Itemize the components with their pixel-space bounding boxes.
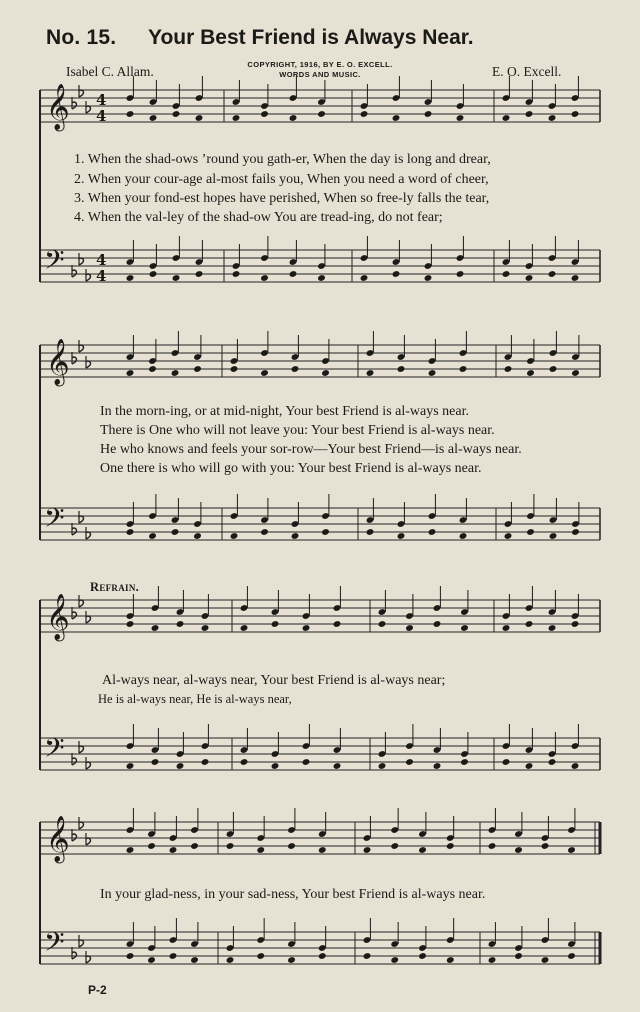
note-head xyxy=(289,270,298,278)
note-head xyxy=(147,842,156,850)
note-head xyxy=(333,762,342,770)
note-head xyxy=(126,274,135,282)
note-head xyxy=(428,528,437,536)
flat-bowl xyxy=(86,838,91,845)
note-head xyxy=(226,842,235,850)
note-head xyxy=(571,528,580,536)
note-head xyxy=(230,365,239,373)
note-head xyxy=(567,952,576,960)
note-head xyxy=(428,369,437,377)
note-head xyxy=(548,624,557,632)
note-head xyxy=(126,762,135,770)
note-head xyxy=(151,624,160,632)
note-head xyxy=(147,956,156,964)
note-head xyxy=(201,624,210,632)
note-head xyxy=(169,952,178,960)
second-line-3: He who knows and feels your sor-row—Your best Friend—is al-ways near. xyxy=(100,442,522,457)
treble-clef-icon: 𝄞 xyxy=(46,84,70,130)
note-head xyxy=(360,274,369,282)
note-head xyxy=(418,952,427,960)
flat-bowl xyxy=(86,762,91,769)
refrain-line-1: Al-ways near, al-ways near, Your best Friend is al-ways near; xyxy=(102,673,446,688)
note-head xyxy=(460,758,469,766)
note-head xyxy=(201,758,210,766)
verse-line-4: 4. When the val-ley of the shad-ow You are tread-ing, do not fear; xyxy=(74,210,443,225)
note-head xyxy=(149,270,158,278)
flat-bowl xyxy=(86,274,91,281)
bass-clef-icon: 𝄢 xyxy=(44,926,65,964)
flat-bowl xyxy=(79,90,84,97)
note-head xyxy=(571,110,580,118)
note-head xyxy=(571,369,580,377)
time-signature-bottom: 4 xyxy=(96,267,107,285)
note-head xyxy=(317,110,326,118)
note-head xyxy=(190,956,199,964)
note-head xyxy=(526,369,535,377)
note-head xyxy=(567,846,576,854)
verse-line-1: 1. When the shad-ows ’round you gath-er, When the day is long and drear, xyxy=(74,152,491,167)
flat-bowl xyxy=(86,106,91,113)
note-head xyxy=(171,369,180,377)
note-head xyxy=(571,274,580,282)
note-head xyxy=(392,114,401,122)
note-head xyxy=(302,758,311,766)
note-head xyxy=(548,758,557,766)
note-head xyxy=(418,846,427,854)
second-line-1: In the morn-ing, or at mid-night, Your best Friend is al-ways near. xyxy=(100,404,470,419)
note-head xyxy=(397,365,406,373)
time-signature-bottom: 4 xyxy=(96,107,107,125)
hymn-number: No. 15. xyxy=(46,26,117,49)
note-head xyxy=(126,846,135,854)
note-head xyxy=(126,620,135,628)
refrain-line-2: In your glad-ness, in your sad-ness, Your best Friend is al-ways near. xyxy=(100,887,486,902)
note-head xyxy=(433,762,442,770)
note-head xyxy=(549,365,558,373)
note-head xyxy=(446,842,455,850)
refrain-label: Refrain. xyxy=(90,580,140,594)
note-head xyxy=(230,532,239,540)
note-head xyxy=(333,620,342,628)
copyright-line: COPYRIGHT, 1916, BY E. O. EXCELL. xyxy=(247,60,393,69)
note-head xyxy=(549,532,558,540)
note-head xyxy=(456,270,465,278)
note-head xyxy=(171,528,180,536)
note-head xyxy=(271,762,280,770)
note-head xyxy=(360,110,369,118)
note-head xyxy=(378,620,387,628)
flat-bowl xyxy=(79,258,84,265)
composer-credit: E. O. Excell. xyxy=(492,64,562,79)
note-head xyxy=(148,532,157,540)
note-head xyxy=(176,620,185,628)
note-head xyxy=(126,952,135,960)
note-head xyxy=(504,532,513,540)
time-signature-top: 4 xyxy=(96,91,107,109)
note-head xyxy=(525,762,534,770)
note-head xyxy=(378,762,387,770)
note-head xyxy=(240,758,249,766)
treble-clef-icon: 𝄞 xyxy=(46,339,70,385)
note-head xyxy=(514,952,523,960)
note-head xyxy=(424,274,433,282)
note-head xyxy=(504,365,513,373)
note-head xyxy=(459,532,468,540)
note-head xyxy=(232,114,241,122)
note-head xyxy=(366,369,375,377)
bass-clef-icon: 𝄢 xyxy=(44,732,65,770)
note-head xyxy=(446,956,455,964)
note-head xyxy=(405,758,414,766)
note-head xyxy=(424,110,433,118)
note-head xyxy=(176,762,185,770)
note-head xyxy=(433,620,442,628)
flat-bowl xyxy=(79,940,84,947)
note-head xyxy=(195,114,204,122)
note-head xyxy=(392,270,401,278)
copyright-subline: WORDS AND MUSIC. xyxy=(279,70,361,79)
note-head xyxy=(363,952,372,960)
note-head xyxy=(488,842,497,850)
flat-bowl xyxy=(86,532,91,539)
note-head xyxy=(240,624,249,632)
hymn-title: Your Best Friend is Always Near. xyxy=(148,26,474,49)
note-head xyxy=(502,270,511,278)
second-line-4: One there is who will go with you: Your best Friend is al-ways near. xyxy=(100,461,482,476)
flat-bowl xyxy=(79,516,84,523)
note-head xyxy=(172,274,181,282)
note-head xyxy=(459,365,468,373)
note-head xyxy=(126,369,135,377)
note-head xyxy=(302,624,311,632)
note-head xyxy=(260,274,269,282)
verse-line-2: 2. When your cour-age al-most fails you, When you need a word of cheer, xyxy=(74,172,489,187)
note-head xyxy=(226,956,235,964)
verse-line-3: 3. When your fond-est hopes have perished, When so free-ly falls the tear, xyxy=(74,191,490,206)
note-head xyxy=(541,956,550,964)
note-head xyxy=(405,624,414,632)
note-head xyxy=(397,532,406,540)
flat-bowl xyxy=(86,616,91,623)
note-head xyxy=(571,620,580,628)
note-head xyxy=(193,365,202,373)
note-head xyxy=(287,842,296,850)
note-head xyxy=(256,846,265,854)
note-head xyxy=(548,270,557,278)
note-head xyxy=(514,846,523,854)
flat-bowl xyxy=(86,956,91,963)
second-line-2: There is One who will not leave you: Your best Friend is al-ways near. xyxy=(100,423,495,438)
note-head xyxy=(260,369,269,377)
note-head xyxy=(363,846,372,854)
note-head xyxy=(318,846,327,854)
note-head xyxy=(526,528,535,536)
bass-clef-icon: 𝄢 xyxy=(44,244,65,282)
treble-clef-icon: 𝄞 xyxy=(46,816,70,862)
flat-bowl xyxy=(79,345,84,352)
bass-clef-icon: 𝄢 xyxy=(44,502,65,540)
note-head xyxy=(525,110,534,118)
note-head xyxy=(548,114,557,122)
note-head xyxy=(232,270,241,278)
note-head xyxy=(456,114,465,122)
note-head xyxy=(488,956,497,964)
note-head xyxy=(321,528,330,536)
note-head xyxy=(502,114,511,122)
note-head xyxy=(321,369,330,377)
note-head xyxy=(525,274,534,282)
note-head xyxy=(256,952,265,960)
note-head xyxy=(318,952,327,960)
flat-bowl xyxy=(79,822,84,829)
note-head xyxy=(502,624,511,632)
note-head xyxy=(271,620,280,628)
time-signature-top: 4 xyxy=(96,251,107,269)
note-head xyxy=(172,110,181,118)
note-head xyxy=(541,842,550,850)
note-head xyxy=(195,270,204,278)
note-head xyxy=(126,528,135,536)
note-head xyxy=(390,842,399,850)
flat-bowl xyxy=(79,746,84,753)
note-head xyxy=(317,274,326,282)
author-credit: Isabel C. Allam. xyxy=(66,64,154,79)
flat-bowl xyxy=(86,361,91,368)
note-head xyxy=(390,956,399,964)
note-head xyxy=(126,110,135,118)
flat-bowl xyxy=(79,600,84,607)
note-head xyxy=(460,624,469,632)
note-head xyxy=(289,114,298,122)
note-head xyxy=(260,110,269,118)
refrain-echo: He is al-ways near, He is al-ways near, xyxy=(98,692,292,706)
note-head xyxy=(525,620,534,628)
note-head xyxy=(190,842,199,850)
note-head xyxy=(571,762,580,770)
note-head xyxy=(151,758,160,766)
note-head xyxy=(502,758,511,766)
note-head xyxy=(287,956,296,964)
note-head xyxy=(193,532,202,540)
note-head xyxy=(291,532,300,540)
treble-clef-icon: 𝄞 xyxy=(46,594,70,640)
note-head xyxy=(291,365,300,373)
page-number: P-2 xyxy=(88,983,107,997)
note-head xyxy=(366,528,375,536)
note-head xyxy=(169,846,178,854)
note-head xyxy=(149,114,158,122)
note-head xyxy=(260,528,269,536)
note-head xyxy=(148,365,157,373)
